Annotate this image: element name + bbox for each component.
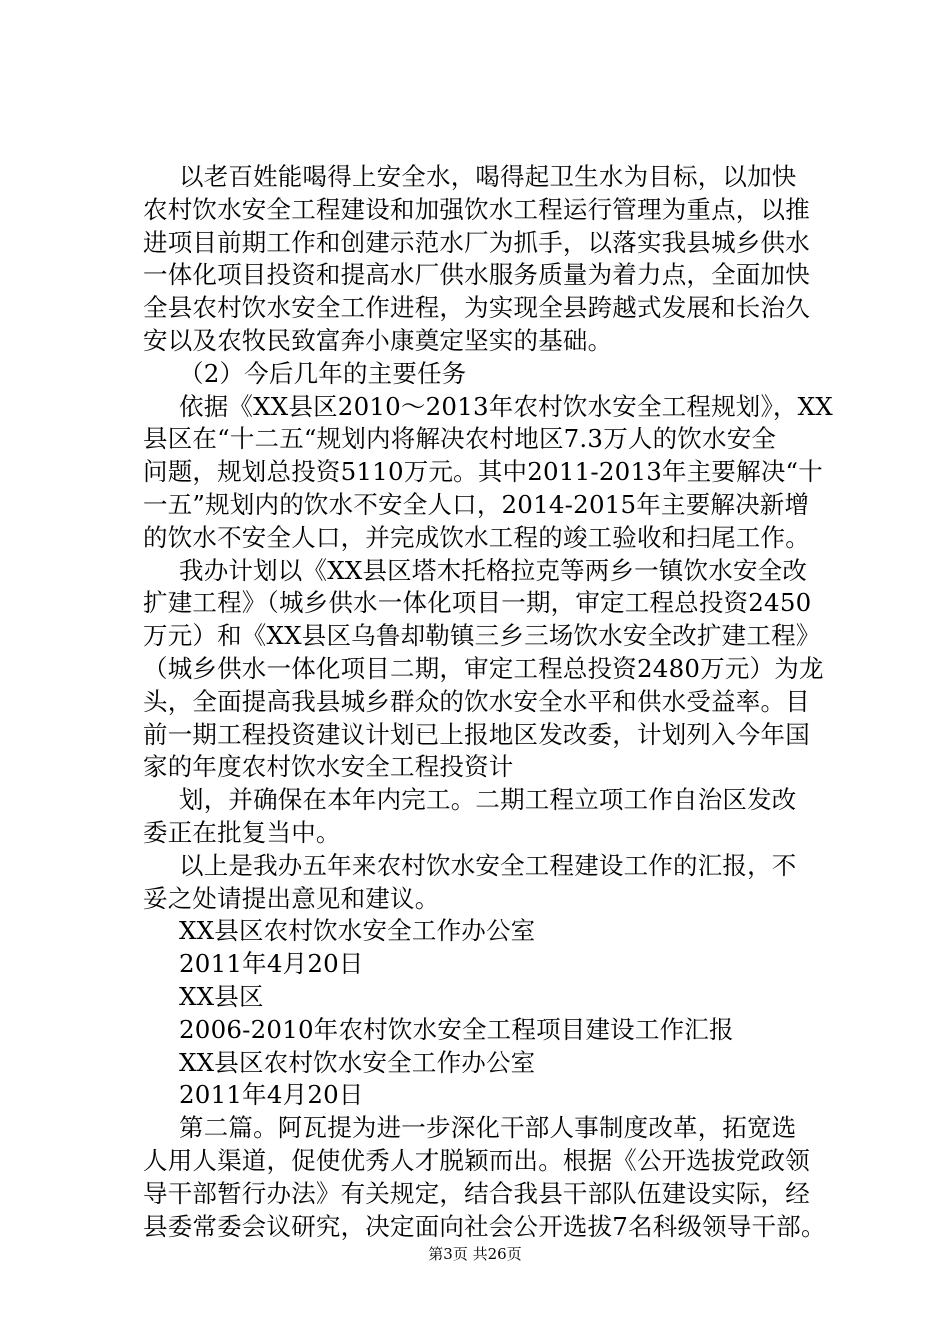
- text-line: 妥之处请提出意见和建议。: [143, 883, 440, 913]
- text-line: 以上是我办五年来农村饮水安全工程建设工作的汇报，不: [179, 850, 797, 880]
- text-line: 问题，规划总投资5110万元。其中2011-2013年主要解决“十: [143, 457, 823, 487]
- text-line: 扩建工程》（城乡供水一体化项目一期，审定工程总投资2450: [143, 588, 812, 618]
- text-line: 进项目前期工作和创建示范水厂为抓手，以落实我县城乡供水: [143, 227, 810, 257]
- text-line: 划，并确保在本年内完工。二期工程立项工作自治区发改: [179, 785, 797, 815]
- text-line: 2011年4月20日: [179, 1080, 364, 1110]
- text-line: XX县区: [179, 981, 264, 1011]
- text-line: 头，全面提高我县城乡群众的饮水安全水平和供水受益率。目: [143, 686, 810, 716]
- text-line: 人用人渠道，促使优秀人才脱颖而出。根据《公开选拔党政领: [143, 1145, 810, 1175]
- text-line: 的饮水不安全人口，并完成饮水工程的竣工验收和扫尾工作。: [143, 522, 810, 552]
- text-line: 农村饮水安全工程建设和加强饮水工程运行管理为重点，以推: [143, 194, 810, 224]
- text-line: 依据《XX县区2010～2013年农村饮水安全工程规划》，XX: [179, 391, 833, 421]
- text-line: 导干部暂行办法》有关规定，结合我县干部队伍建设实际，经: [143, 1178, 810, 1208]
- text-line: 安以及农牧民致富奔小康奠定坚实的基础。: [143, 325, 613, 355]
- text-line: 2006-2010年农村饮水安全工程项目建设工作汇报: [179, 1014, 734, 1044]
- text-line: XX县区农村饮水安全工作办公室: [179, 916, 536, 946]
- text-line: 家的年度农村饮水安全工程投资计: [143, 752, 514, 782]
- text-line: 全县农村饮水安全工作进程，为实现全县跨越式发展和长治久: [143, 293, 810, 323]
- text-line: 县委常委会议研究，决定面向社会公开选拔7名科级领导干部。: [143, 1211, 826, 1241]
- document-body: [143, 161, 843, 1243]
- text-line: 以老百姓能喝得上安全水，喝得起卫生水为目标，以加快: [179, 162, 797, 191]
- text-line: 一体化项目投资和提高水厂供水服务质量为着力点，全面加快: [143, 260, 810, 290]
- text-line: （城乡供水一体化项目二期，审定工程总投资2480万元）为龙: [143, 653, 824, 683]
- text-line: 万元）和《XX县区乌鲁却勒镇三乡三场饮水安全改扩建工程》: [143, 621, 821, 651]
- text-line: 委正在批复当中。: [143, 817, 341, 847]
- text-line: 一五”规划内的饮水不安全人口，2014-2015年主要解决新增: [143, 489, 810, 519]
- text-line: XX县区农村饮水安全工作办公室: [179, 1047, 536, 1077]
- text-line: 我办计划以《XX县区塔木托格拉克等两乡一镇饮水安全改: [179, 555, 808, 585]
- page-footer: 第3页 共26页: [428, 1245, 522, 1263]
- text-line: 前一期工程投资建议计划已上报地区发改委，计划列入今年国: [143, 719, 810, 749]
- text-line: 2011年4月20日: [179, 949, 364, 979]
- text-line: （2）今后几年的主要任务: [179, 358, 467, 388]
- text-line: 第二篇。阿瓦提为进一步深化干部人事制度改革，拓宽选: [179, 1113, 797, 1143]
- text-line: 县区在“十二五“规划内将解决农村地区7.3万人的饮水安全: [143, 424, 777, 454]
